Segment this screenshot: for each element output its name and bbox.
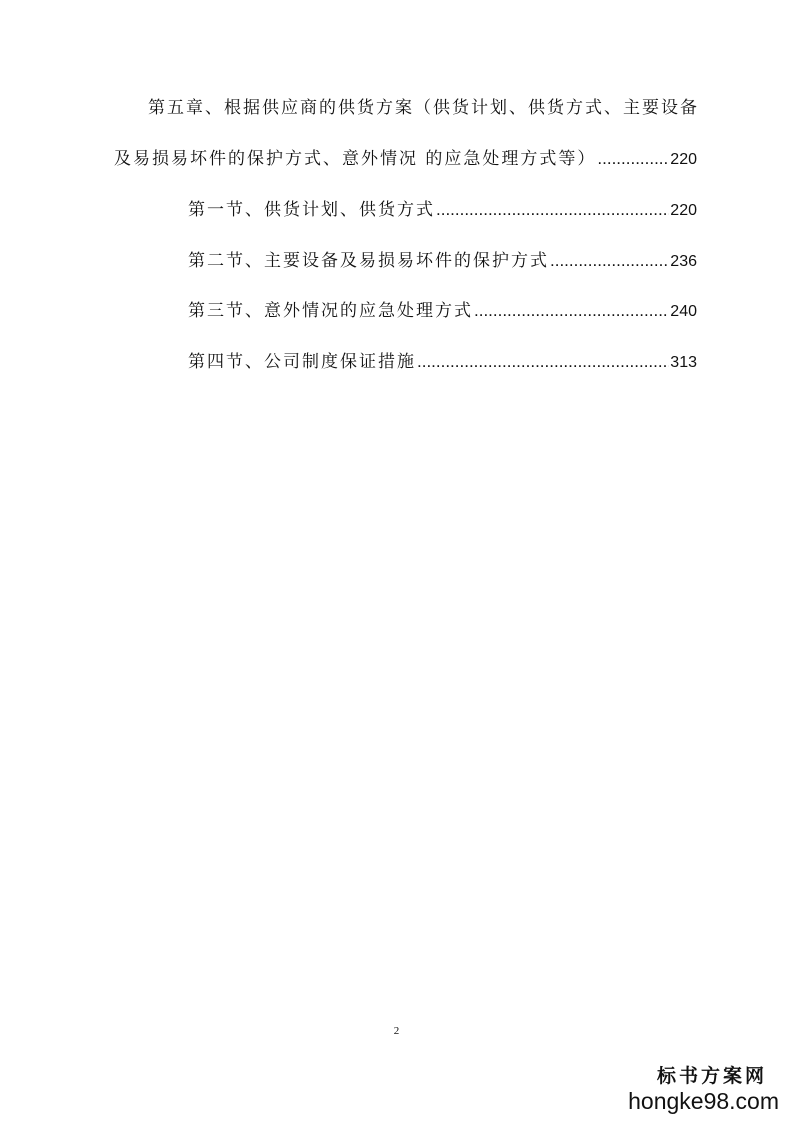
toc-chapter-line1: 第五章、根据供应商的供货方案（供货计划、供货方式、主要设备 — [148, 98, 699, 118]
toc-section-4[interactable] — [188, 350, 697, 375]
toc-section-2[interactable] — [188, 249, 697, 274]
toc-leader-dots — [436, 198, 669, 222]
page-number: 2 — [393, 1025, 400, 1037]
watermark-name: 标书方案网 — [656, 1065, 767, 1087]
toc-leader-dots — [597, 147, 669, 171]
toc-section-3[interactable] — [188, 299, 697, 324]
toc-section-title: 第四节、公司制度保证措施 — [188, 352, 416, 372]
toc-page-number: 240 — [670, 303, 697, 320]
toc-page-number: 236 — [670, 253, 697, 270]
toc-leader-dots — [550, 249, 669, 273]
watermark-url: hongke98.com — [628, 1088, 779, 1114]
toc-leader-dots — [417, 350, 669, 374]
toc-section-1[interactable] — [188, 198, 697, 223]
toc-section-title: 第二节、主要设备及易损易坏件的保护方式 — [188, 251, 549, 271]
toc-leader-dots — [474, 299, 669, 323]
toc-section-title: 第三节、意外情况的应急处理方式 — [188, 301, 473, 321]
toc-page-number: 220 — [670, 202, 697, 219]
toc-chapter-line2: 及易损易坏件的保护方式、意外情况 的应急处理方式等） — [114, 149, 597, 169]
toc-chapter-entry[interactable] — [114, 147, 697, 172]
watermark-logo — [628, 1061, 779, 1114]
toc-section-title: 第一节、供货计划、供货方式 — [188, 200, 435, 220]
toc-page-number: 220 — [670, 151, 697, 168]
toc-page-number: 313 — [670, 354, 697, 371]
